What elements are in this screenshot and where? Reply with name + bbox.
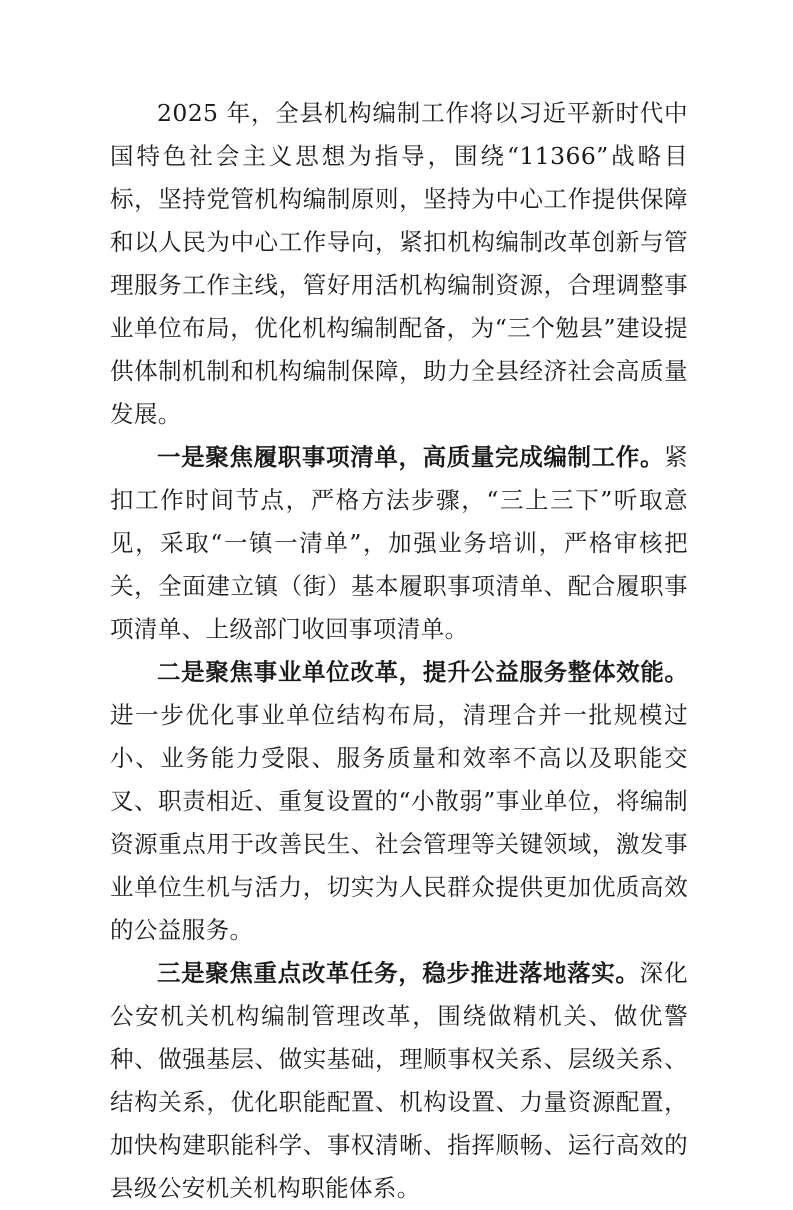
paragraph-point-one bbox=[110, 436, 688, 651]
paragraph-point-two bbox=[110, 651, 688, 952]
paragraph-point-three bbox=[110, 952, 688, 1210]
paragraph-point-three-lead: 三是聚焦重点改革任务，稳步推进落地落实。 bbox=[157, 959, 640, 987]
document-body bbox=[110, 92, 688, 1210]
paragraph-point-one-text: 紧扣工作时间节点，严格方法步骤，“三上三下”听取意见，采取“一镇一清单”，加强业务培训，严格审核把关，全面建立镇（街）基本履职事项清单、配合履职事项清单、上级部门收回事项清单。 bbox=[110, 443, 688, 643]
paragraph-intro-text: 2025 年，全县机构编制工作将以习近平新时代中国特色社会主义思想为指导，围绕“11366”战略目标，坚持党管机构编制原则，坚持为中心工作提供保障和以人民为中心工作导向，紧扣机构编制改革创新与管理服务工作主线，管好用活机构编制资源，合理调整事业单位布局，优化机构编制配备，为“三个勉县”建设提供体制机制和机构编制保障，助力全县经济社会高质量发展。 bbox=[110, 99, 688, 428]
paragraph-point-one-lead: 一是聚焦履职事项清单，高质量完成编制工作。 bbox=[157, 443, 665, 471]
paragraph-point-three-text: 深化公安机关机构编制管理改革，围绕做精机关、做优警种、做强基层、做实基础，理顺事权关系、层级关系、结构关系，优化职能配置、机构设置、力量资源配置，加快构建职能科学、事权清晰、指挥顺畅、运行高效的县级公安机关机构职能体系。 bbox=[110, 959, 688, 1202]
paragraph-intro bbox=[110, 92, 688, 436]
paragraph-point-two-text: 进一步优化事业单位结构布局，清理合并一批规模过小、业务能力受限、服务质量和效率不高以及职能交叉、职责相近、重复设置的“小散弱”事业单位，将编制资源重点用于改善民生、社会管理等关键领域，激发事业单位生机与活力，切实为人民群众提供更加优质高效的公益服务。 bbox=[110, 701, 688, 944]
paragraph-point-two-lead: 二是聚焦事业单位改革，提升公益服务整体效能。 bbox=[157, 658, 688, 686]
